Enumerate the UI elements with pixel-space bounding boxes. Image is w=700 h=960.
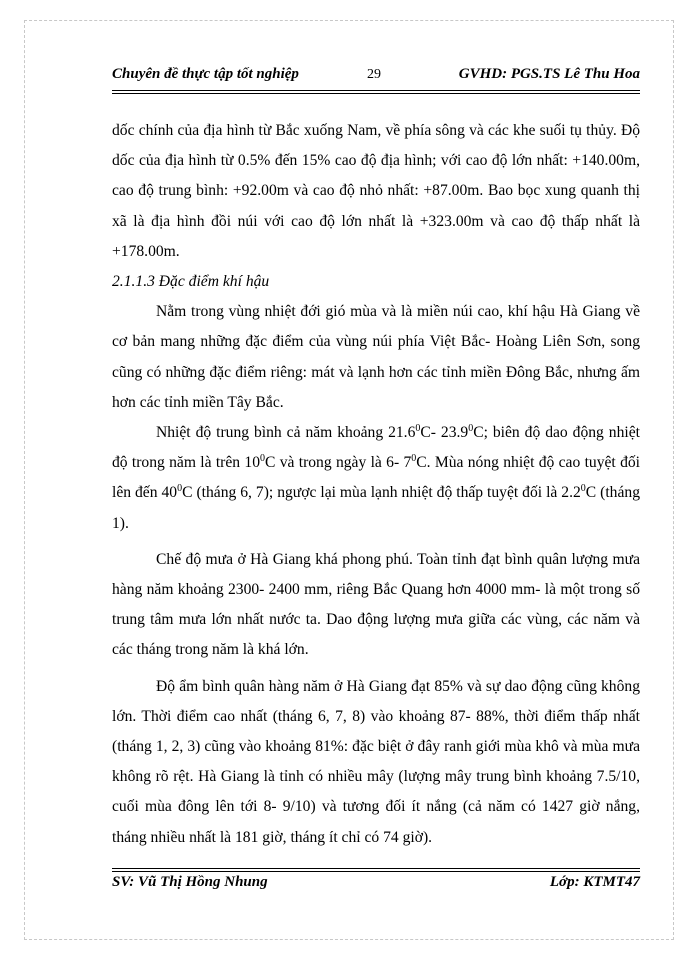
degree-sup: 0	[415, 422, 421, 434]
section-heading: 2.1.1.3 Đặc điểm khí hậu	[112, 273, 270, 291]
document-body	[112, 116, 640, 853]
temp-text-f: C (tháng 6, 7); ngược lại mùa lạnh nhiệt độ thấp tuyệt đối là 2.2	[182, 484, 581, 502]
page-number: 29	[367, 67, 381, 82]
degree-sup: 0	[580, 483, 586, 495]
paragraph-terrain: dốc chính của địa hình từ Bắc xuống Nam, về phía sông và các khe suối tụ thủy. Độ dốc của địa hình từ 0.5% đến 15% cao độ địa hình; với cao độ lớn nhất: +140.00m, cao độ trung bình: +92.00m và cao độ nhỏ nhất: +87.00m. Bao bọc xung quanh thị xã là địa hình đồi núi với cao độ lớn nhất là +323.00m và cao độ thấp nhất là +178.00m.	[112, 122, 640, 260]
footer-class: Lớp: KTMT47	[549, 874, 640, 890]
degree-sup: 0	[260, 453, 265, 465]
header-rule-thin	[112, 93, 640, 94]
paragraph-climate-intro: Nằm trong vùng nhiệt đới gió mùa và là miền núi cao, khí hậu Hà Giang về cơ bản mang những đặc điểm của vùng núi phía Việt Bắc- Hoàng Liên Sơn, song cũng có những đặc điểm riêng: mát và lạnh hơn các tỉnh miền Đông Bắc, nhưng ấm hơn các tỉnh miền Tây Bắc.	[112, 303, 640, 411]
paragraph-humidity: Độ ẩm bình quân hàng năm ở Hà Giang đạt 85% và sự dao động cũng không lớn. Thời điểm cao nhất (tháng 6, 7, 8) vào khoảng 87- 88%, thời điểm thấp nhất (tháng 1, 2, 3) cũng vào khoảng 81%: đặc biệt ở đây ranh giới mùa khô và mùa mưa không rõ rệt. Hà Giang là tỉnh có nhiều mây (lượng mây trung bình khoảng 7.5/10, cuối mùa đông lên tới 8- 9/10) và tương đối ít nắng (cả năm có 1427 giờ nắng, tháng nhiều nhất là 181 giờ, tháng ít chỉ có 74 giờ).	[112, 677, 640, 846]
temp-text-b: C- 23.9	[420, 424, 469, 442]
temp-text-d: C và trong ngày là 6- 7	[265, 454, 412, 472]
footer-student: SV: Vũ Thị Hồng Nhung	[112, 874, 268, 890]
footer-rule-thin	[112, 871, 640, 872]
temp-text-a: Nhiệt độ trung bình cả năm khoảng 21.6	[156, 424, 416, 442]
paragraph-rainfall: Chế độ mưa ở Hà Giang khá phong phú. Toàn tỉnh đạt bình quân lượng mưa hàng năm khoảng 2300- 2400 mm, riêng Bắc Quang hơn 4000 mm- là một trong số trung tâm mưa lớn nhất nước ta. Dao động lượng mưa giữa các vùng, các năm và các tháng trong năm là khá lớn.	[112, 550, 640, 659]
degree-sup: 0	[177, 483, 183, 495]
page-header	[112, 66, 640, 90]
temp-text-g: C (tháng 1).	[112, 484, 640, 532]
temp-text-e: C. Mùa nóng nhiệt độ cao tuyệt đối lên đến 40	[112, 454, 640, 502]
footer-rule	[112, 868, 640, 869]
header-rule	[112, 90, 640, 91]
page-footer	[112, 874, 640, 898]
header-title: Chuyên đề thực tập tốt nghiệp	[112, 66, 299, 82]
degree-sup: 0	[468, 422, 474, 434]
paragraph-temperature	[112, 418, 640, 539]
temp-text-c: C; biên độ dao động nhiệt độ trong năm là trên 10	[112, 424, 640, 472]
degree-sup: 0	[411, 453, 417, 465]
header-supervisor: GVHD: PGS.TS Lê Thu Hoa	[458, 66, 640, 82]
